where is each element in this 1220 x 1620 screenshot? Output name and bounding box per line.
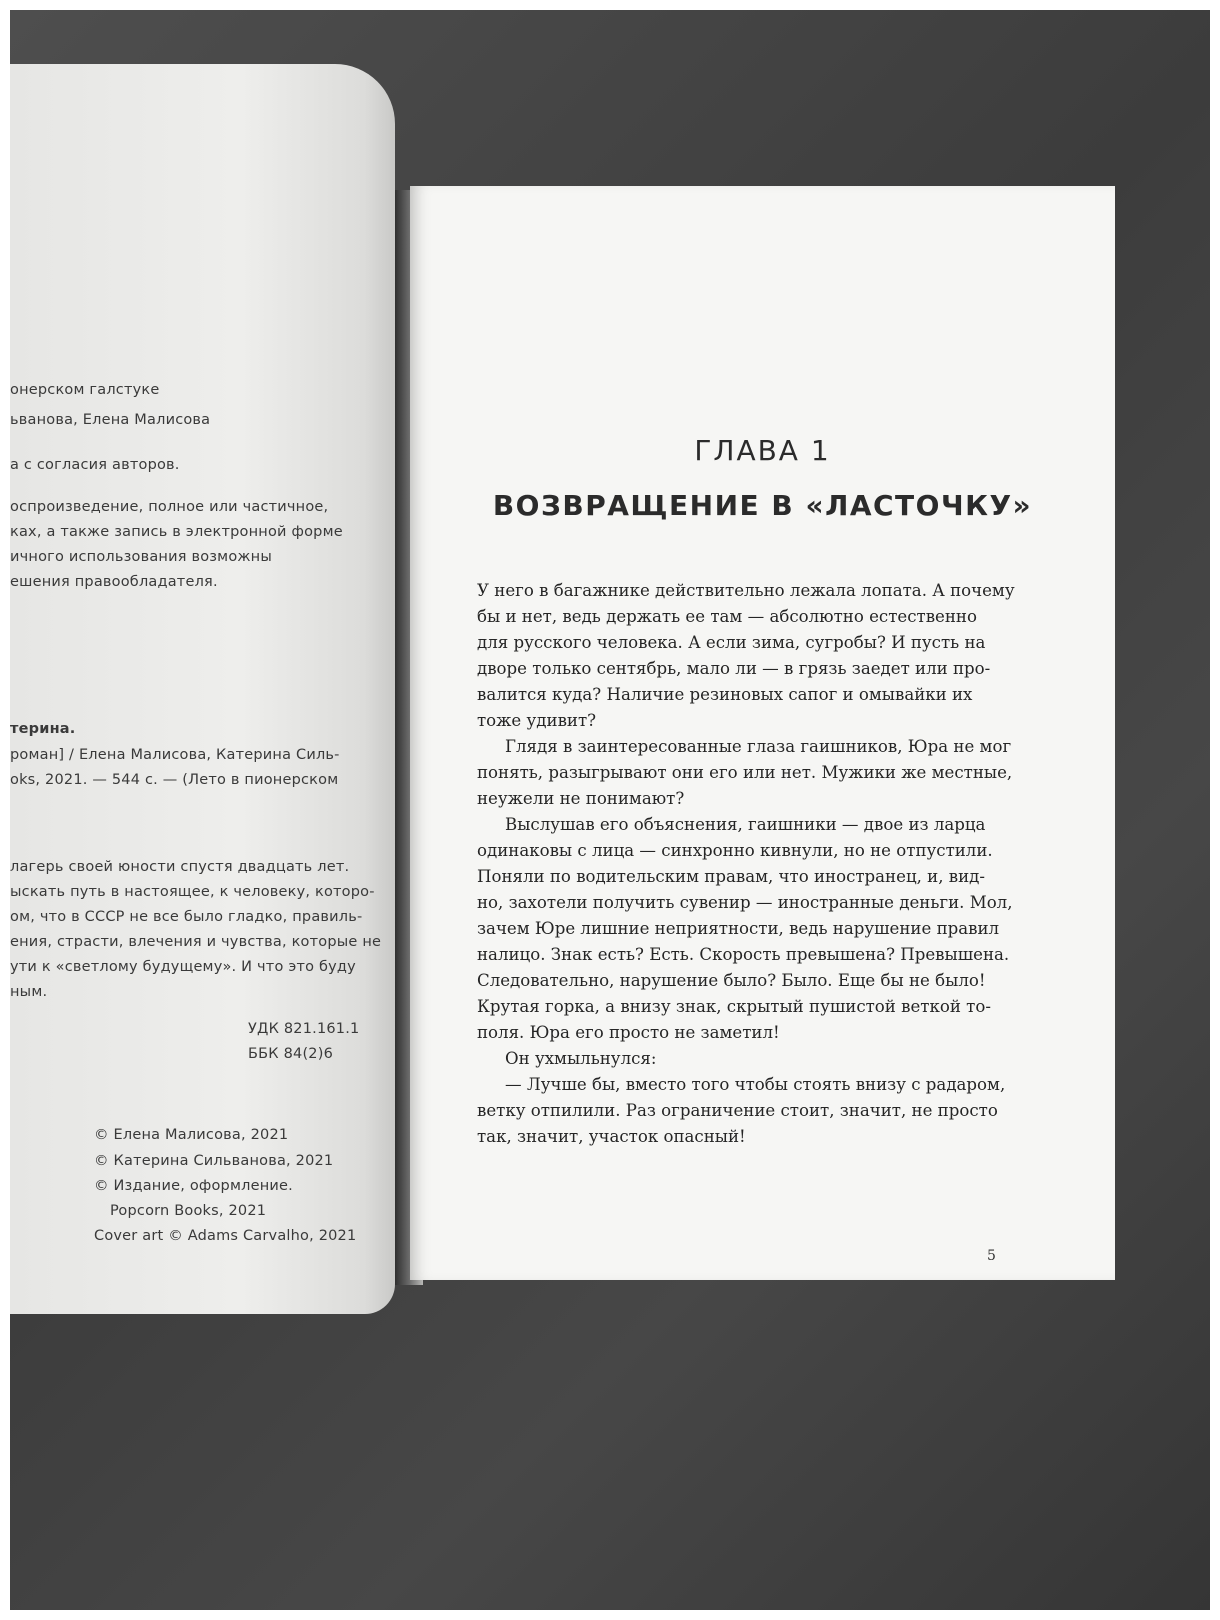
copyright-line: Popcorn Books, 2021 (110, 1203, 267, 1219)
page-number: 5 (987, 1248, 996, 1264)
left-page (10, 64, 395, 1314)
body-line: Выслушав его объяснения, гаишники — двое из ларца (505, 815, 986, 834)
left-line: лагерь своей юности спустя двадцать лет. (10, 859, 350, 875)
body-line: одинаковы с лица — синхронно кивнули, но не отпустили. (477, 841, 993, 860)
left-line: ьванова, Елена Малисова (10, 412, 211, 428)
left-line: оспроизведение, полное или частичное, (10, 499, 329, 515)
left-line: ыскать путь в настоящее, к человеку, которо- (10, 884, 375, 900)
left-line: ешения правообладателя. (10, 574, 218, 590)
photo-background (10, 10, 1210, 1610)
body-line: бы и нет, ведь держать ее там — абсолютно естественно (477, 607, 977, 626)
udk-code: УДК 821.161.1 (248, 1021, 360, 1037)
left-line: ом, что в СССР не все было гладко, правиль- (10, 909, 363, 925)
body-line: Он ухмыльнулся: (505, 1049, 657, 1068)
body-line: — Лучше бы, вместо того чтобы стоять внизу с радаром, (505, 1075, 1006, 1094)
left-line: роман] / Елена Малисова, Катерина Силь- (10, 747, 340, 763)
left-line: oks, 2021. — 544 с. — (Лето в пионерском (10, 772, 339, 788)
body-line: У него в багажнике действительно лежала лопата. А почему (477, 581, 1015, 600)
copyright-line: © Катерина Сильванова, 2021 (94, 1153, 334, 1169)
body-line: Следовательно, нарушение было? Было. Еще бы не было! (477, 971, 986, 990)
copyright-line: © Издание, оформление. (94, 1178, 293, 1194)
left-line-author: терина. (10, 721, 76, 737)
copyright-line: Cover art © Adams Carvalho, 2021 (94, 1228, 357, 1244)
left-line: ения, страсти, влечения и чувства, которые не (10, 934, 382, 950)
body-line: понять, разыгрывают они его или нет. Мужики же местные, (477, 763, 1013, 782)
body-line: поля. Юра его просто не заметил! (477, 1023, 780, 1042)
bbk-code: ББК 84(2)6 (248, 1046, 334, 1062)
body-line: Поняли по водительским правам, что иностранец, и, вид- (477, 867, 985, 886)
left-line: ным. (10, 984, 48, 1000)
chapter-label: ГЛАВА 1 (694, 434, 831, 467)
body-line: Крутая горка, а внизу знак, скрытый пушистой веткой то- (477, 997, 991, 1016)
body-line: зачем Юре лишние неприятности, ведь нарушение правил (477, 919, 1000, 938)
body-line: валится куда? Наличие резиновых сапог и омывайки их (477, 685, 973, 704)
left-line: ках, а также запись в электронной форме (10, 524, 343, 540)
body-line: дворе только сентябрь, мало ли — в грязь заедет или про- (477, 659, 991, 678)
right-page (410, 186, 1115, 1280)
left-line: ути к «светлому будущему». И что это буду (10, 959, 356, 975)
chapter-title: ВОЗВРАЩЕНИЕ В «ЛАСТОЧКУ» (492, 489, 1033, 522)
body-line: так, значит, участок опасный! (477, 1127, 746, 1146)
body-line: неужели не понимают? (477, 789, 685, 808)
left-line: а с согласия авторов. (10, 457, 180, 473)
left-line: ичного использования возможны (10, 549, 272, 565)
body-line: для русского человека. А если зима, сугробы? И пусть на (477, 633, 986, 652)
body-line: налицо. Знак есть? Есть. Скорость превышена? Превышена. (477, 945, 1010, 964)
body-line: тоже удивит? (477, 711, 597, 730)
left-line: онерском галстуке (10, 382, 160, 398)
body-line: Глядя в заинтересованные глаза гаишников, Юра не мог (505, 737, 1012, 756)
copyright-line: © Елена Малисова, 2021 (94, 1127, 289, 1143)
body-line: но, захотели получить сувенир — иностранные деньги. Мол, (477, 893, 1013, 912)
body-line: ветку отпилили. Раз ограничение стоит, значит, не просто (477, 1101, 998, 1120)
